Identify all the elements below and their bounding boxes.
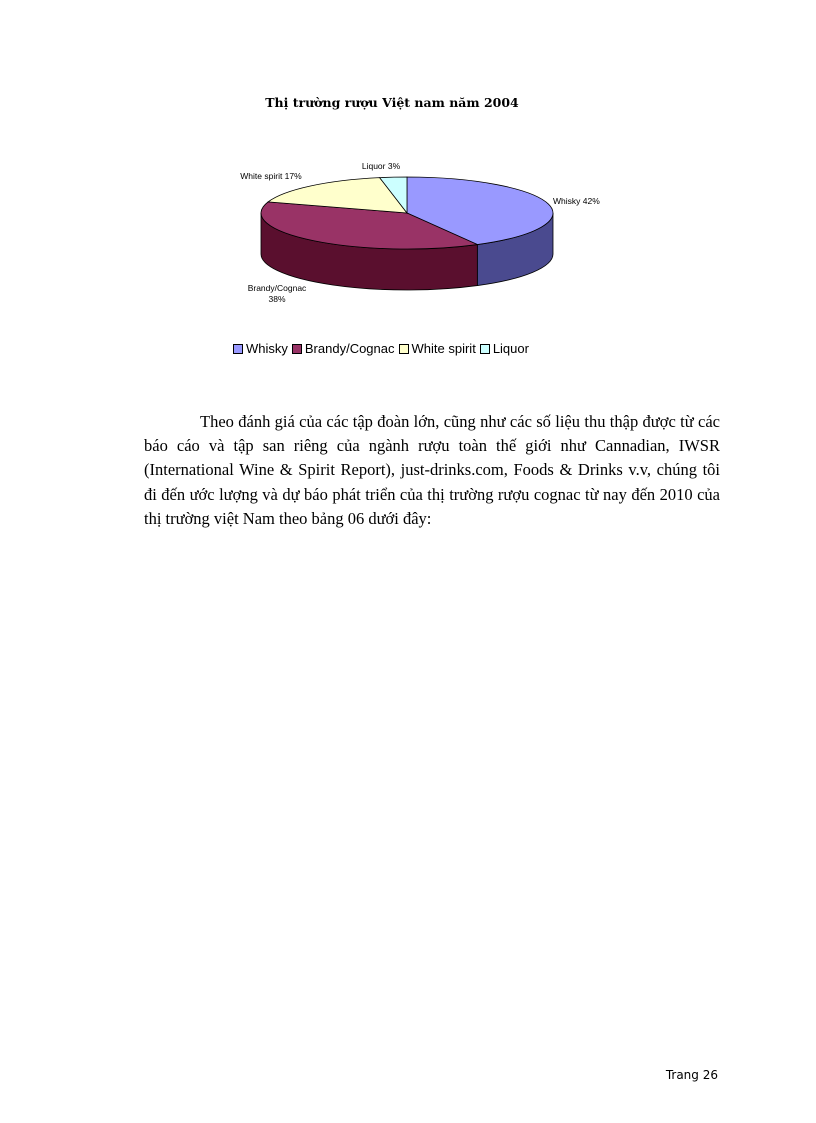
legend-item-whisky: [233, 341, 288, 356]
body-paragraph-text: Theo đánh giá của các tập đoàn lớn, cũng như các số liệu thu thập được từ các báo cáo và tập san riêng của ngành rượu toàn thế giới như Cannadian, IWSR (International Wine & Spirit Report), just-drinks.com, Foods & Drinks v.v, chúng tôi đi đến ước lượng và dự báo phát triển của thị trường rượu cognac từ nay đến 2010 của thị trường việt Nam theo bảng 06 dưới đây:: [144, 412, 720, 528]
chart-legend: [233, 341, 533, 356]
legend-label-liquor: Liquor: [492, 341, 529, 356]
legend-label-brandy-cognac: Brandy/Cognac: [304, 341, 395, 356]
legend-item-brandy-cognac: [292, 341, 395, 356]
legend-swatch-brandy-cognac: [292, 344, 302, 354]
pie-chart: [230, 150, 600, 310]
legend-label-whisky: Whisky: [246, 341, 288, 356]
legend-swatch-liquor: [480, 344, 490, 354]
legend-item-white-spirit: [399, 341, 476, 356]
legend-swatch-whisky: [233, 344, 243, 354]
chart-title: Thị trường rượu Việt nam năm 2004: [265, 95, 519, 110]
legend-swatch-white-spirit: [399, 344, 409, 354]
legend-item-liquor: [480, 341, 529, 356]
data-label-whisky: Whisky 42%: [553, 196, 600, 206]
data-label-brandy-cognac: Brandy/Cognac 38%: [247, 283, 307, 304]
page-number: Trang 26: [665, 1068, 718, 1082]
legend-label-white-spirit: White spirit: [411, 341, 476, 356]
body-paragraph: [144, 410, 720, 531]
data-label-liquor: Liquor 3%: [361, 161, 401, 171]
data-label-white-spirit: White spirit 17%: [240, 171, 302, 181]
